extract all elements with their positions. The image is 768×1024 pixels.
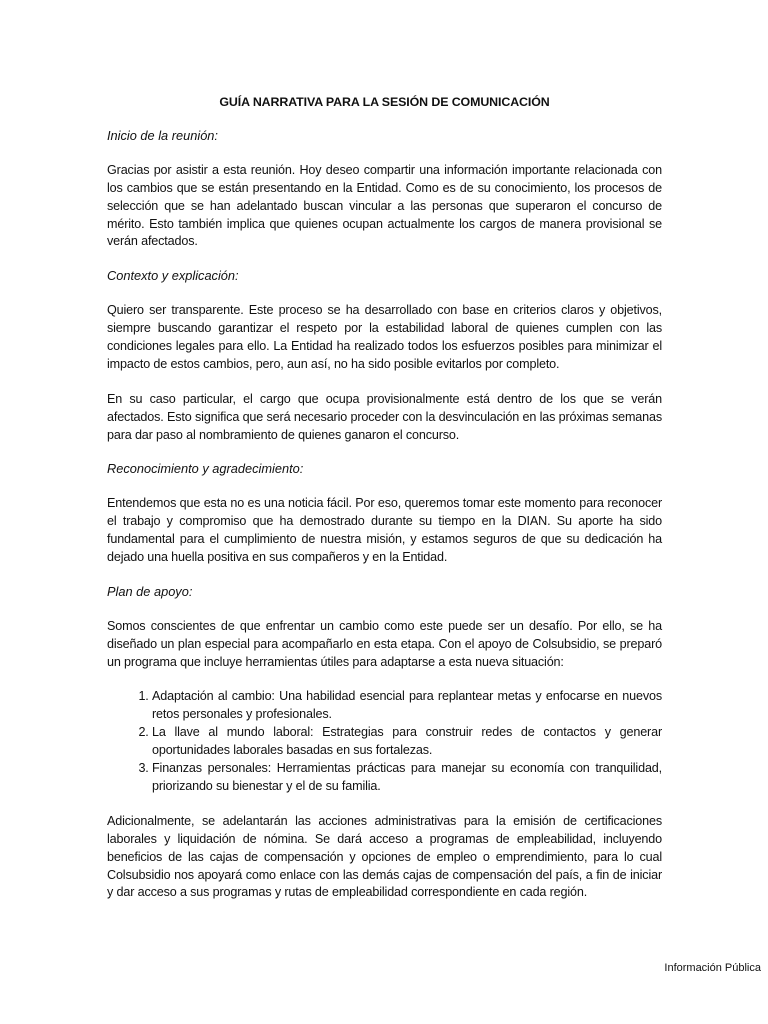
paragraph-plan: Somos conscientes de que enfrentar un cambio como este puede ser un desafío. Por ello, se ha diseñado un plan especial para acompañarlo en esta etapa. Con el apoyo de Colsubsidio, se preparó un programa que incluye herramientas útiles para adaptarse a esta nueva situación:	[107, 618, 662, 669]
paragraph-closing: Adicionalmente, se adelantarán las acciones administrativas para la emisión de certificaciones laborales y liquidación de nómina. Se dará acceso a programas de empleabilidad, incluyendo beneficios de las cajas de compensación y opciones de empleo o emprendimiento, para lo cual Colsubsidio nos apoyará como enlace con las demás cajas de compensación del país, a fin de iniciar y dar acceso a sus programas y rutas de empleabilidad correspondiente en cada región.	[107, 813, 662, 900]
section-heading-contexto: Contexto y explicación:	[107, 268, 239, 284]
section-heading-reconocimiento: Reconocimiento y agradecimiento:	[107, 461, 304, 477]
paragraph-contexto-1: Quiero ser transparente. Este proceso se ha desarrollado con base en criterios claros y objetivos, siempre buscando garantizar el respeto por la estabilidad laboral de quienes cumplen con las condiciones legales para ello. La Entidad ha realizado todos los esfuerzos posibles para minimizar el impacto de estos cambios, pero, aun así, no ha sido posible evitarlos por completo.	[107, 303, 662, 371]
classification-footer: Información Pública	[664, 962, 761, 974]
paragraph-reconocimiento: Entendemos que esta no es una noticia fácil. Por eso, queremos tomar este momento para reconocer el trabajo y compromiso que ha demostrado durante su tiempo en la DIAN. Su aporte ha sido fundamental para el cumplimiento de nuestra misión, y estamos seguros de que su dedicación ha dejado una huella positiva en sus compañeros y en la Entidad.	[107, 496, 662, 564]
paragraph-inicio: Gracias por asistir a esta reunión. Hoy deseo compartir una información importante relacionada con los cambios que se están presentando en la Entidad. Como es de su conocimiento, los procesos de selección que se han adelantado buscan vincular a las personas que superaron el concurso de mérito. Esto también implica que quienes ocupan actualmente los cargos de manera provisional se verán afectados.	[107, 162, 662, 249]
support-program-list	[107, 688, 662, 795]
document-title: GUÍA NARRATIVA PARA LA SESIÓN DE COMUNICACIÓN	[219, 95, 550, 109]
list-item: 1. Adaptación al cambio: Una habilidad esencial para replantear metas y enfocarse en nuevos retos personales y profesionales.	[152, 688, 662, 724]
list-item: 2. La llave al mundo laboral: Estrategias para construir redes de contactos y generar oportunidades laborales basadas en sus fortalezas.	[152, 724, 662, 760]
section-heading-plan: Plan de apoyo:	[107, 583, 193, 599]
document-page	[107, 93, 662, 902]
paragraph-contexto-2: En su caso particular, el cargo que ocupa provisionalmente está dentro de los que se verán afectados. Esto significa que será necesario proceder con la desvinculación en las próximas semanas para dar paso al nombramiento de quienes ganaron el concurso.	[107, 391, 662, 442]
list-item: 3. Finanzas personales: Herramientas prácticas para manejar su economía con tranquilidad, priorizando su bienestar y el de su familia.	[152, 760, 662, 796]
section-heading-inicio: Inicio de la reunión:	[107, 128, 218, 143]
